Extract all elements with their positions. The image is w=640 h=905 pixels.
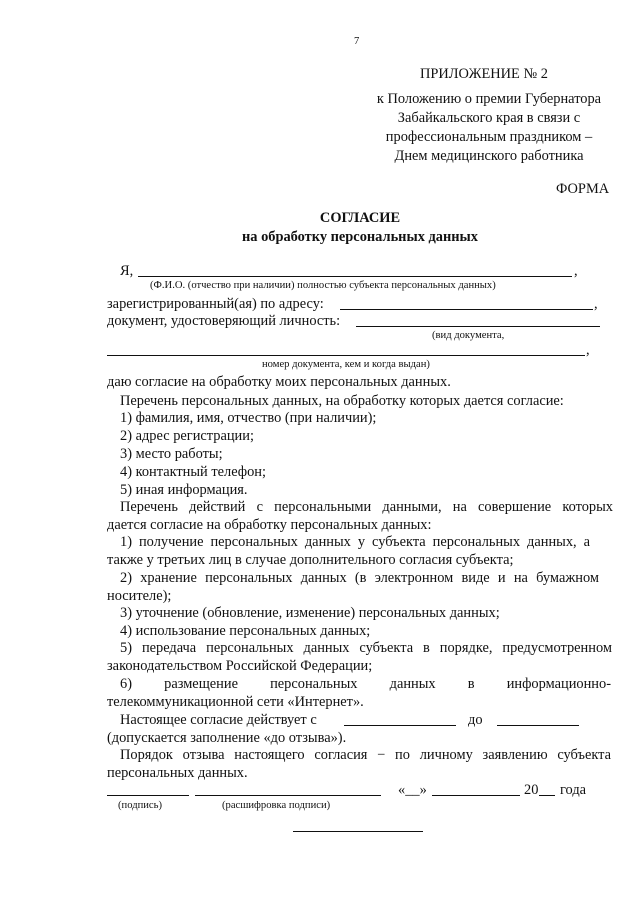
- validity-from-field[interactable]: [344, 725, 456, 726]
- data-list-item: 1) фамилия, имя, отчество (при наличии);: [120, 410, 377, 426]
- year-suffix: года: [560, 782, 587, 798]
- actions-intro: дается согласие на обработку персональных данных:: [107, 517, 432, 533]
- action-item: 2) хранение персональных данных (в электронном виде и на бумажном: [120, 570, 599, 586]
- date-day-field[interactable]: «__»: [398, 782, 427, 798]
- validity-note: (допускается заполнение «до отзыва»).: [107, 730, 347, 746]
- document-subtitle: на обработку персональных данных: [241, 229, 478, 245]
- date-month-field[interactable]: [432, 795, 520, 796]
- year-prefix: 20: [524, 782, 539, 798]
- action-item: носителе);: [107, 588, 172, 604]
- document-comma: ,: [586, 342, 590, 358]
- signature-field[interactable]: [107, 795, 189, 796]
- data-list-intro: Перечень персональных данных, на обработку которых дается согласие:: [120, 393, 564, 409]
- revocation-text: Порядок отзыва настоящего согласия − по личному заявлению субъекта: [120, 747, 611, 763]
- regulation-line: к Положению о премии Губернатора: [376, 91, 602, 107]
- document-title: СОГЛАСИЕ: [319, 210, 401, 226]
- document-label: документ, удостоверяющий личность:: [107, 313, 341, 329]
- data-list-item: 5) иная информация.: [120, 482, 248, 498]
- signature-hint: (подпись): [118, 800, 162, 811]
- action-item: 1) получение персональных данных у субъекта персональных данных, а: [120, 534, 590, 550]
- validity-prefix: Настоящее согласие действует с: [120, 712, 317, 728]
- appendix-label: ПРИЛОЖЕНИЕ № 2: [420, 66, 548, 82]
- signature-decoding-field[interactable]: [195, 795, 381, 796]
- consent-line: даю согласие на обработку моих персональных данных.: [107, 374, 451, 390]
- form-label: ФОРМА: [556, 181, 610, 197]
- regulation-line: профессиональным праздником –: [385, 129, 593, 145]
- action-item: 3) уточнение (обновление, изменение) персональных данных;: [120, 605, 500, 621]
- year-field[interactable]: [539, 795, 555, 796]
- action-item: 5) передача персональных данных субъекта в порядке, предусмотренном: [120, 640, 612, 656]
- actions-intro: Перечень действий с персональными данными, на совершение которых: [120, 499, 613, 515]
- revocation-text: персональных данных.: [107, 765, 248, 781]
- address-label: зарегистрированный(ая) по адресу:: [107, 296, 324, 312]
- validity-to: до: [468, 712, 483, 728]
- regulation-line: Днем медицинского работника: [394, 148, 584, 164]
- action-item: законодательством Российской Федерации;: [107, 658, 373, 674]
- page-number: 7: [354, 36, 360, 47]
- action-item: 6) размещение персональных данных в информационно-: [120, 676, 611, 692]
- regulation-line: Забайкальского края в связи с: [397, 110, 581, 126]
- doc-number-hint: номер документа, кем и когда выдан): [262, 359, 430, 370]
- fio-comma: ,: [574, 263, 578, 279]
- action-item: также у третьих лиц в случае дополнительного согласия субъекта;: [107, 552, 514, 568]
- action-item: телекоммуникационной сети «Интернет».: [107, 694, 364, 710]
- data-list-item: 2) адрес регистрации;: [120, 428, 254, 444]
- fio-hint: (Ф.И.О. (отчество при наличии) полностью субъекта персональных данных): [150, 280, 496, 291]
- validity-to-field[interactable]: [497, 725, 579, 726]
- action-item: 4) использование персональных данных;: [120, 623, 371, 639]
- document-number-field[interactable]: [107, 355, 585, 356]
- address-comma: ,: [594, 296, 598, 312]
- address-field[interactable]: [340, 309, 593, 310]
- data-list-item: 4) контактный телефон;: [120, 464, 266, 480]
- fio-field[interactable]: [138, 276, 572, 277]
- doc-type-hint: (вид документа,: [432, 330, 505, 341]
- decoding-hint: (расшифровка подписи): [222, 800, 331, 811]
- data-list-item: 3) место работы;: [120, 446, 223, 462]
- i-label: Я,: [120, 263, 134, 279]
- document-type-field[interactable]: [356, 326, 600, 327]
- bottom-separator: [293, 831, 423, 832]
